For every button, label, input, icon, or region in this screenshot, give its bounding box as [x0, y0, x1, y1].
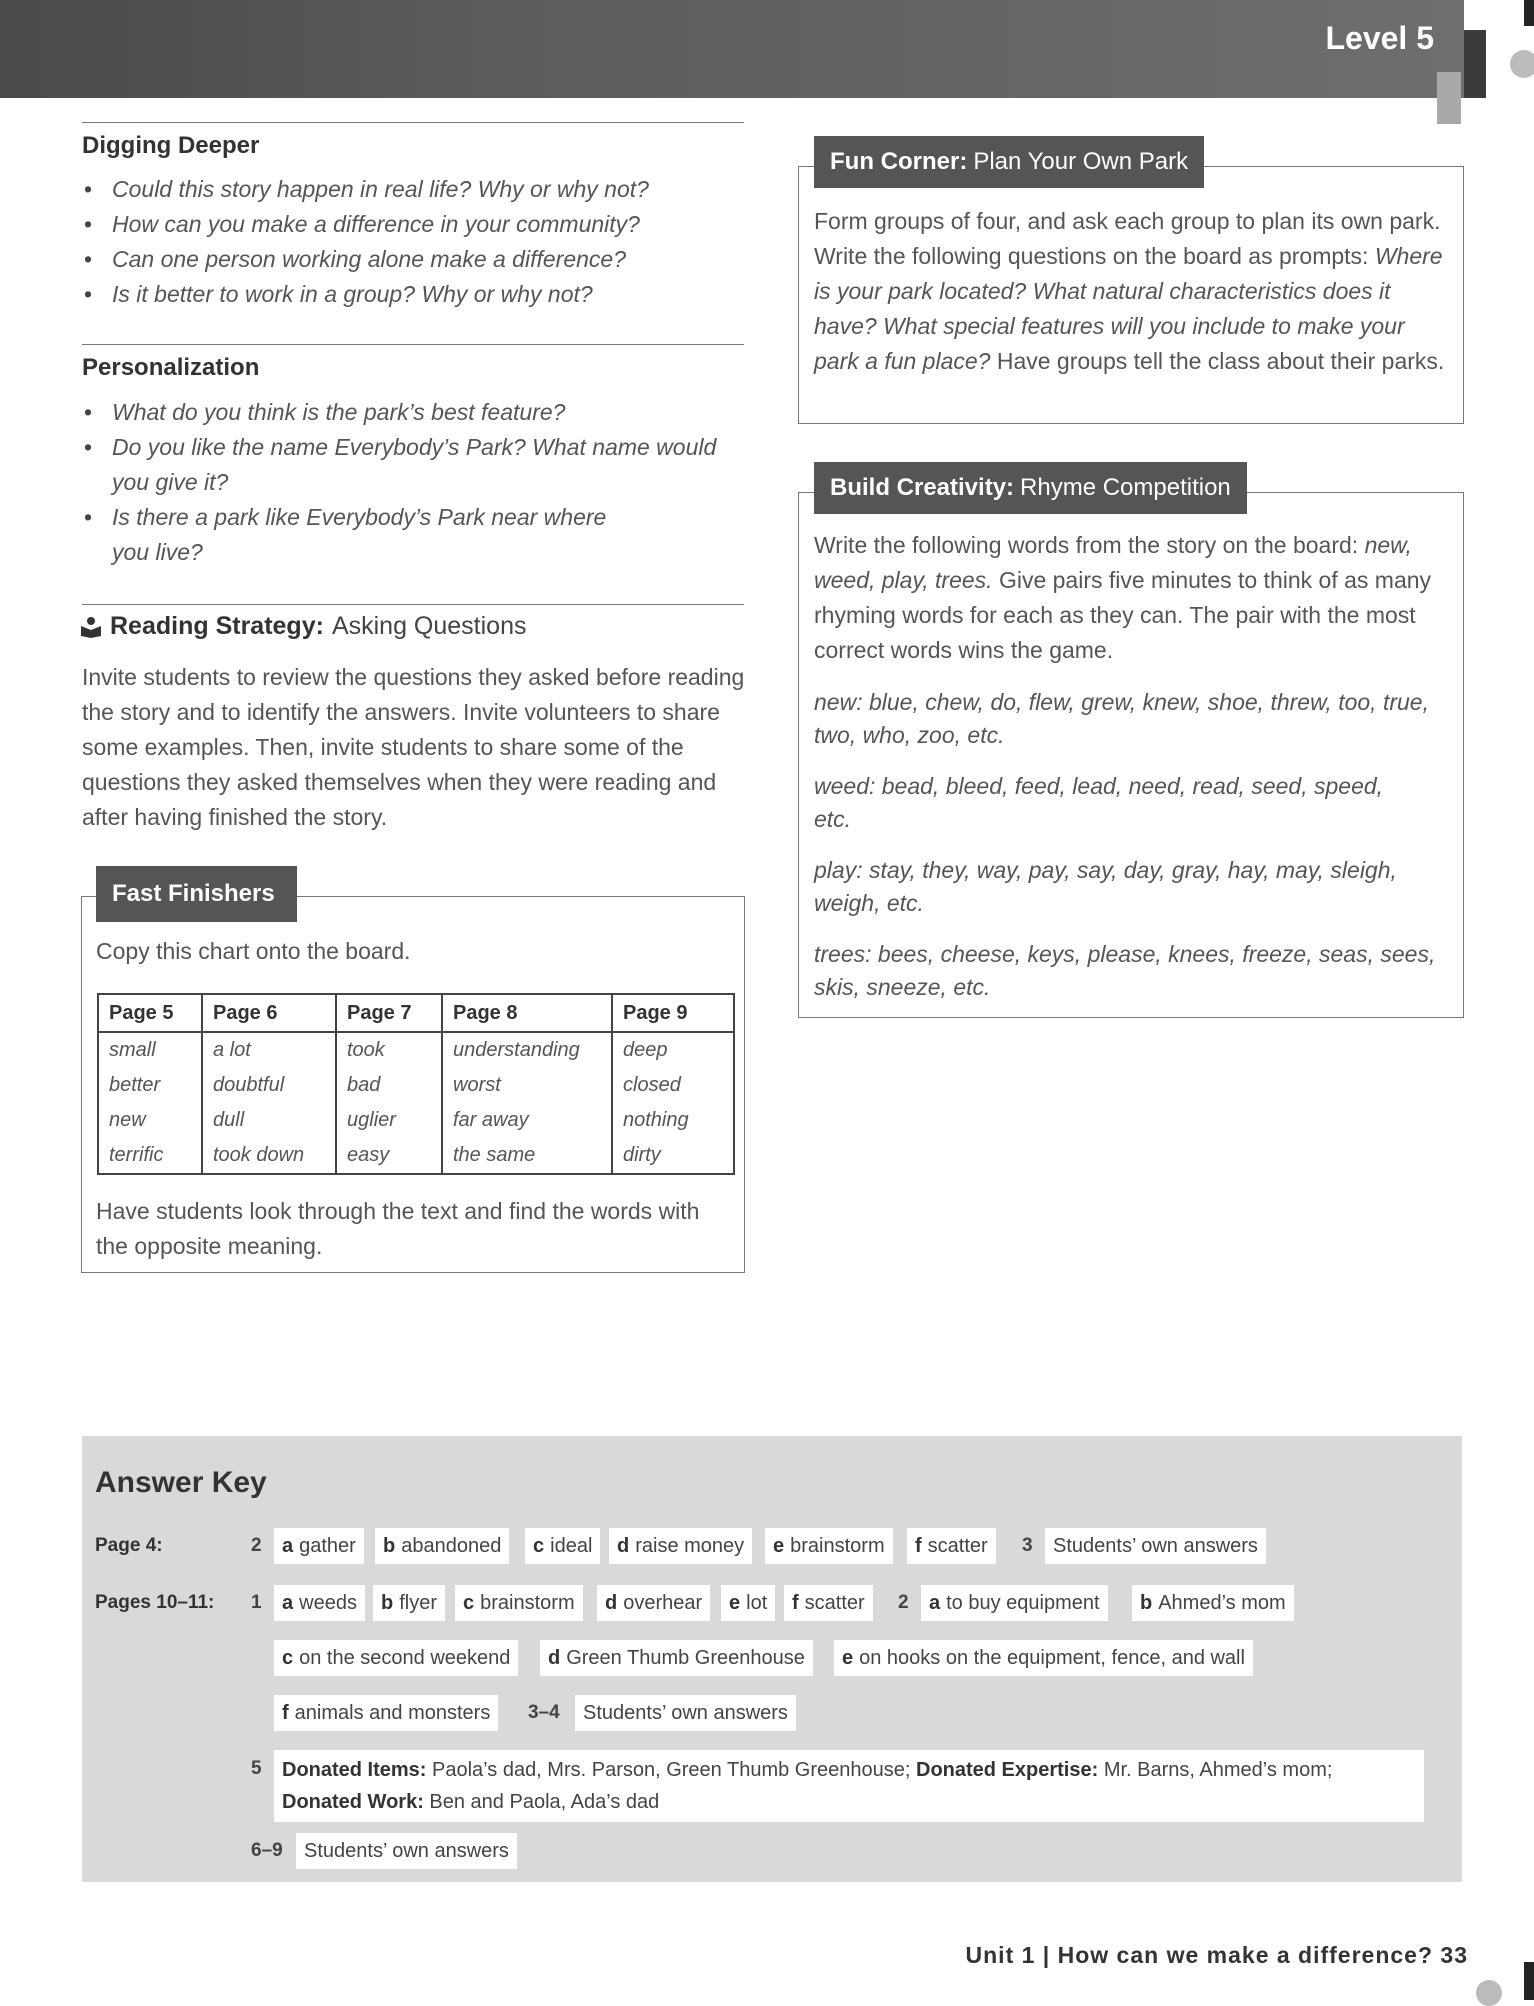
answer-chip: d overhear — [597, 1585, 710, 1621]
table-row — [98, 1032, 734, 1068]
table-cell: dull — [202, 1103, 336, 1138]
reading-strategy-body: Invite students to review the questions they asked before reading the story and to identify the answers. Invite volunteers to share some examples. Then, invite students to share some of the questions they asked themselves when they were reading and after having finished the story. — [82, 664, 745, 830]
list-item: • Do you like the name Everybody’s Park? What name would you give it? — [82, 430, 722, 500]
personalization-list — [82, 395, 722, 570]
answer-number: 3 — [1022, 1535, 1033, 1556]
answer-key-title: Answer Key — [95, 1466, 267, 1499]
digging-deeper-title: Digging Deeper — [82, 132, 260, 159]
answer-chip-donations: Donated Items: Paola’s dad, Mrs. Parson, Green Thumb Greenhouse; Donated Expertise: Mr. Barns, Ahmed’s mom; Donated Work: Ben and Paola, Ada’s dad — [274, 1750, 1424, 1822]
answer-chip: Students’ own answers — [1045, 1528, 1266, 1564]
answer-chip: f scatter — [907, 1528, 996, 1564]
answer-number: 2 — [898, 1592, 909, 1613]
table-row — [98, 1138, 734, 1174]
edge-mark — [1524, 0, 1534, 26]
personalization-title: Personalization — [82, 354, 260, 381]
list-item: • How can you make a difference in your community? — [82, 207, 762, 242]
divider — [82, 344, 744, 345]
answer-chip: c on the second weekend — [274, 1640, 518, 1676]
table-header: Page 9 — [612, 994, 734, 1032]
answer-number: 1 — [251, 1592, 262, 1613]
list-item: • Could this story happen in real life? Why or why not? — [82, 172, 762, 207]
answer-chip: b flyer — [373, 1585, 445, 1621]
answer-chip: d Green Thumb Greenhouse — [540, 1640, 813, 1676]
table-cell: new — [98, 1103, 202, 1138]
table-cell: nothing — [612, 1103, 734, 1138]
answer-chip: a weeds — [274, 1585, 365, 1621]
answer-chip: c ideal — [525, 1528, 600, 1564]
list-item: • What do you think is the park’s best feature? — [82, 395, 722, 430]
digging-deeper-list — [82, 172, 762, 312]
fast-finishers-outro: Have students look through the text and find the words with the opposite meaning. — [96, 1198, 700, 1259]
table-cell: deep — [612, 1032, 734, 1068]
answer-chip: Students’ own answers — [575, 1695, 796, 1731]
list-item: • Is there a park like Everybody’s Park near where you live? — [82, 500, 632, 570]
table-cell: the same — [442, 1138, 612, 1174]
list-item: • Can one person working alone make a difference? — [82, 242, 762, 277]
binding-dot — [1476, 1980, 1502, 2006]
table-cell: doubtful — [202, 1068, 336, 1103]
fast-finishers-intro: Copy this chart onto the board. — [96, 938, 411, 964]
page-edge-tab-light — [1437, 72, 1461, 124]
answer-chip: f animals and monsters — [274, 1695, 498, 1731]
table-cell: worst — [442, 1068, 612, 1103]
fun-corner-body: Form groups of four, and ask each group to plan its own park. Write the following questions on the board as prompts: Where is your park located? What natural characteristics does it have? What special features will you include to make your park a fun place? Have groups tell the class about their parks. — [814, 208, 1445, 374]
answer-label-page4: Page 4: — [95, 1535, 163, 1556]
answer-chip: e brainstorm — [765, 1528, 893, 1564]
table-header: Page 7 — [336, 994, 442, 1032]
answer-label-pages10-11: Pages 10–11: — [95, 1592, 215, 1613]
reading-strategy-heading — [80, 612, 526, 641]
table-header: Page 8 — [442, 994, 612, 1032]
table-header: Page 5 — [98, 994, 202, 1032]
reading-strategy-label: Reading Strategy: — [110, 612, 324, 640]
answer-chip: f scatter — [784, 1585, 873, 1621]
fast-finishers-title: Fast Finishers — [96, 866, 297, 922]
edge-mark — [1524, 1962, 1534, 2000]
table-header: Page 6 — [202, 994, 336, 1032]
table-row — [98, 1103, 734, 1138]
page-edge-tab — [1464, 30, 1486, 98]
answer-chip: e lot — [721, 1585, 775, 1621]
rhyme-new: new: blue, chew, do, flew, grew, knew, shoe, threw, too, true, two, who, zoo, etc. — [814, 689, 1429, 748]
reading-icon — [80, 616, 102, 638]
list-item: • Is it better to work in a group? Why or why not? — [82, 277, 762, 312]
table-cell: far away — [442, 1103, 612, 1138]
answer-chip: Students’ own answers — [296, 1833, 517, 1869]
divider — [82, 122, 744, 123]
answer-number: 3–4 — [528, 1702, 560, 1723]
reading-strategy-title: Asking Questions — [331, 612, 527, 640]
build-creativity-title: Build Creativity: Rhyme Competition — [814, 462, 1247, 514]
table-cell: better — [98, 1068, 202, 1103]
answer-number: 6–9 — [251, 1840, 283, 1861]
rhyme-weed: weed: bead, bleed, feed, lead, need, read, seed, speed, etc. — [814, 773, 1384, 832]
answer-chip: b Ahmed’s mom — [1132, 1585, 1294, 1621]
table-cell: took down — [202, 1138, 336, 1174]
answer-chip: d raise money — [609, 1528, 752, 1564]
table-row — [98, 1068, 734, 1103]
table-header-row — [98, 994, 734, 1032]
answer-chip: a gather — [274, 1528, 364, 1564]
table-cell: small — [98, 1032, 202, 1068]
header-bar — [0, 0, 1464, 98]
fun-corner-title: Fun Corner: Plan Your Own Park — [814, 136, 1204, 188]
divider — [82, 604, 744, 605]
binding-dot — [1510, 50, 1534, 78]
table-cell: a lot — [202, 1032, 336, 1068]
answer-chip: b abandoned — [375, 1528, 509, 1564]
rhyme-trees: trees: bees, cheese, keys, please, knees, freeze, seas, sees, skis, sneeze, etc. — [814, 941, 1436, 1000]
answer-chip: e on hooks on the equipment, fence, and wall — [834, 1640, 1253, 1676]
rhyme-play: play: stay, they, way, pay, say, day, gray, hay, may, sleigh, weigh, etc. — [814, 857, 1397, 916]
level-title: Level 5 — [1325, 20, 1434, 56]
build-creativity-body: Write the following words from the story on the board: new, weed, play, trees. Give pairs five minutes to think of as many rhyming words for each as they can. The pair with the most correct words wins the game. — [814, 532, 1432, 663]
answer-number: 5 — [251, 1758, 262, 1779]
answer-chip: c brainstorm — [455, 1585, 583, 1621]
table-cell: terrific — [98, 1138, 202, 1174]
table-cell: took — [336, 1032, 442, 1068]
answer-chip: a to buy equipment — [921, 1585, 1108, 1621]
table-cell: bad — [336, 1068, 442, 1103]
table-cell: easy — [336, 1138, 442, 1174]
fast-finishers-table — [97, 993, 735, 1175]
table-cell: uglier — [336, 1103, 442, 1138]
table-cell: understanding — [442, 1032, 612, 1068]
table-cell: dirty — [612, 1138, 734, 1174]
table-cell: closed — [612, 1068, 734, 1103]
answer-number: 2 — [251, 1535, 262, 1556]
page-footer: Unit 1 | How can we make a difference? 33 — [965, 1942, 1468, 1968]
